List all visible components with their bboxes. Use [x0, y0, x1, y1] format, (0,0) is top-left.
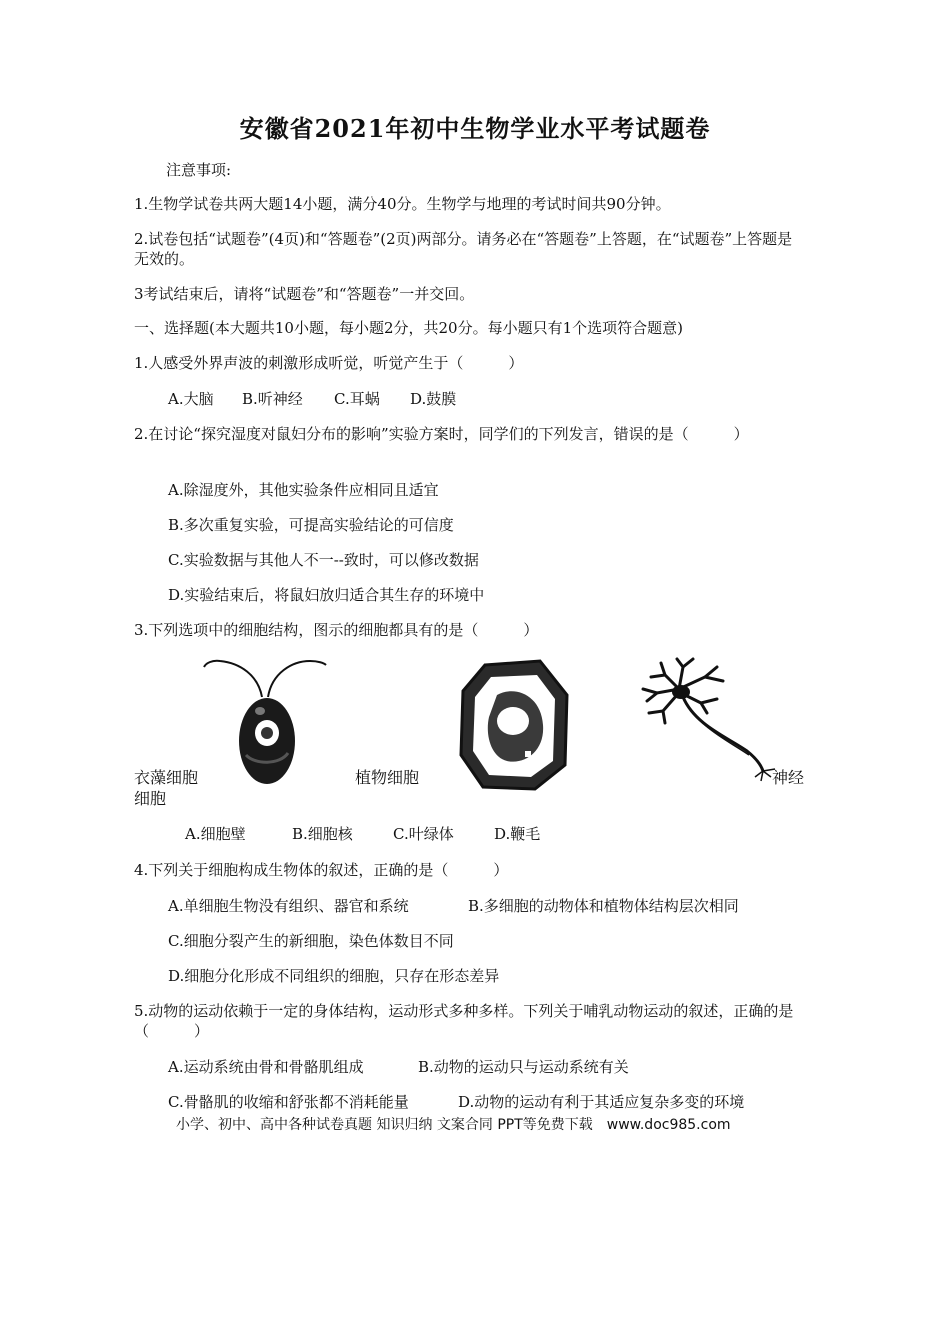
question-2-stem: 2.在讨论“探究湿度对鼠妇分布的影响”实验方案时，同学们的下列发言，错误的是（ ） — [134, 425, 749, 443]
figure-label-chlamydomonas: 衣藻细胞 — [134, 768, 199, 787]
notice-item-3: 3考试结束后，请将“试题卷”和“答题卷”一并交回。 — [134, 285, 475, 303]
question-4-option-b: B.多细胞的动物体和植物体结构层次相同 — [468, 897, 739, 915]
question-1-option-b: B.听神经 — [242, 390, 303, 408]
notice-item-1: 1.生物学试卷共两大题14小题，满分40分。生物学与地理的考试时间共90分钟。 — [134, 195, 671, 213]
figure-label-nerve: 神经 — [772, 768, 805, 787]
question-2-option-c: C.实验数据与其他人不一--致时，可以修改数据 — [168, 551, 479, 569]
question-5-option-a: A.运动系统由骨和骨骼肌组成 — [168, 1058, 364, 1076]
page-title: 安徽省2021年初中生物学业水平考试题卷 — [239, 114, 711, 143]
question-1-option-d: D.鼓膜 — [410, 390, 457, 408]
question-2-option-b: B.多次重复实验，可提高实验结论的可信度 — [168, 516, 454, 534]
question-5-stem: 5.动物的运动依赖于一定的身体结构，运动形式多种多样。下列关于哺乳动物运动的叙述，正确的是（ ） — [134, 1002, 794, 1040]
plant-cell-figure — [455, 655, 575, 795]
question-1-option-c: C.耳蜗 — [334, 390, 380, 408]
question-1-stem: 1.人感受外界声波的刺激形成听觉，听觉产生于（ ） — [134, 354, 524, 372]
question-4-option-a: A.单细胞生物没有组织、器官和系统 — [168, 897, 409, 915]
footer-download-note: 小学、初中、高中各种试卷真题 知识归纳 文案合同 PPT等免费下载 www.doc985.com — [176, 1117, 731, 1133]
figure-label-plant-cell: 植物细胞 — [355, 768, 420, 787]
question-4-option-d: D.细胞分化形成不同组织的细胞，只存在形态差异 — [168, 967, 500, 985]
question-4-stem: 4.下列关于细胞构成生物体的叙述，正确的是（ ） — [134, 861, 509, 879]
neuron-figure — [635, 655, 795, 785]
chlamydomonas-cell-figure — [200, 655, 330, 790]
question-2-option-a: A.除湿度外，其他实验条件应相同且适宜 — [168, 481, 439, 499]
section-heading: 一、选择题(本大题共10小题，每小题2分，共20分。每小题只有1个选项符合题意) — [134, 319, 683, 337]
question-3-option-c: C.叶绿体 — [393, 825, 454, 843]
notice-heading: 注意事项: — [166, 161, 232, 179]
figure-label-cell: 细胞 — [134, 789, 167, 808]
question-1-option-a: A.大脑 — [168, 390, 214, 408]
question-5-option-d: D.动物的运动有利于其适应复杂多变的环境 — [458, 1093, 745, 1111]
question-4-option-c: C.细胞分裂产生的新细胞，染色体数目不同 — [168, 932, 454, 950]
question-3-stem: 3.下列选项中的细胞结构，图示的细胞都具有的是（ ） — [134, 621, 539, 639]
question-3-option-b: B.细胞核 — [292, 825, 353, 843]
question-2-option-d: D.实验结束后，将鼠妇放归适合其生存的环境中 — [168, 586, 485, 604]
notice-item-2: 2.试卷包括“试题卷”(4页)和“答题卷”(2页)两部分。请务必在“答题卷”上答题，在“试题卷”上答题是无效的。 — [134, 230, 793, 268]
question-3-option-a: A.细胞壁 — [185, 825, 246, 843]
question-5-option-c: C.骨骼肌的收缩和舒张都不消耗能量 — [168, 1093, 409, 1111]
question-5-option-b: B.动物的运动只与运动系统有关 — [418, 1058, 629, 1076]
question-3-option-d: D.鞭毛 — [494, 825, 541, 843]
